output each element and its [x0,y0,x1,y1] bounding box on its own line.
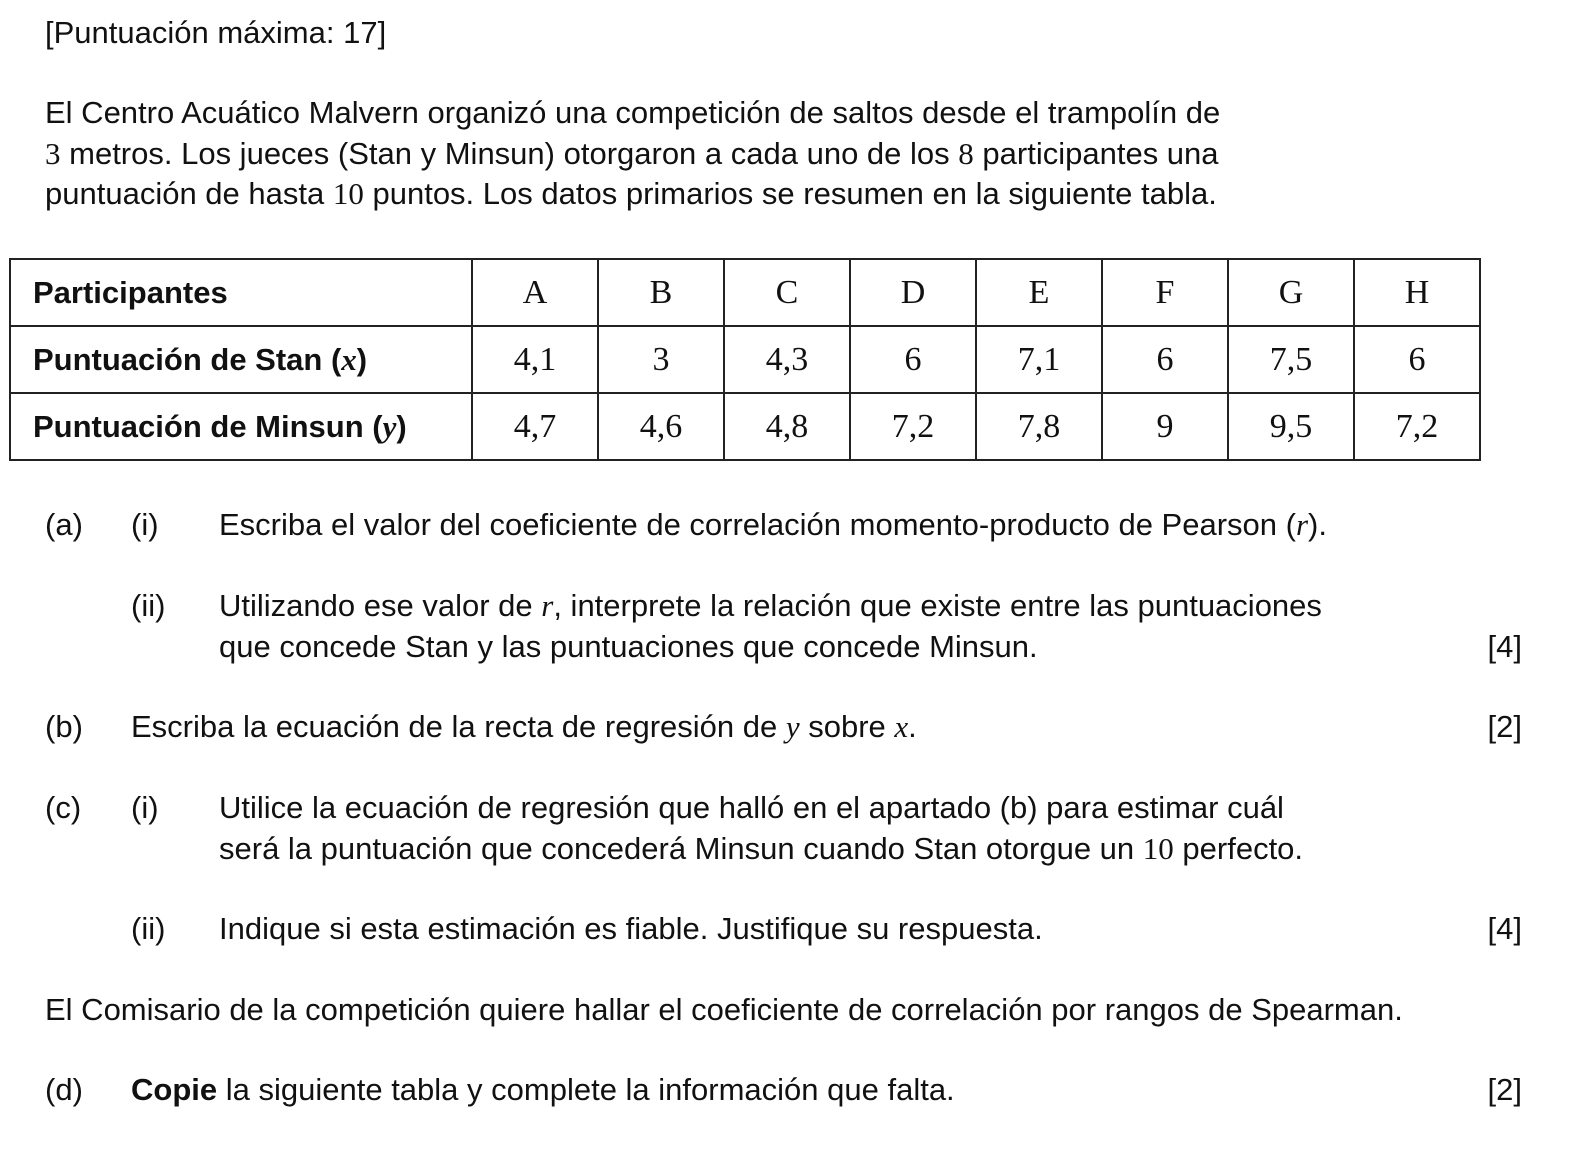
intro-line-3-end: puntos. Los datos primarios se resumen en la siguiente tabla. [372,176,1217,211]
question-a-ii-label: (ii) [131,588,166,623]
number-10: 10 [1142,831,1174,866]
stan-score-cell: 4,3 [724,326,850,393]
max-score-header: [Puntuación máxima: 17] [45,15,387,50]
question-a-i-label: (i) [131,507,159,542]
variable-x: x [894,709,909,744]
marks-d: [2] [1487,1072,1522,1107]
participant-cell: F [1102,259,1228,326]
stan-score-cell: 4,1 [472,326,598,393]
intro-number-3: 3 [45,136,61,171]
minsun-variable: y [382,408,397,444]
marks-c: [4] [1487,911,1522,946]
minsun-score-cell: 9 [1102,393,1228,460]
question-c-i-end: perfecto. [1182,831,1304,866]
intro-line-3-start: puntuación de hasta [45,176,325,211]
question-c-i-line-2 [219,829,1303,869]
minsun-score-cell: 9,5 [1228,393,1354,460]
row-header-stan [10,326,472,393]
stan-score-cell: 7,1 [976,326,1102,393]
table-row-stan [10,326,1480,393]
question-a-i-end: ). [1308,507,1327,542]
question-c-i-line-1: Utilice la ecuación de regresión que halló en el apartado (b) para estimar cuál [219,790,1284,825]
table-row-participants [10,259,1480,326]
question-d-text [131,1070,955,1110]
spearman-statement: El Comisario de la competición quiere hallar el coeficiente de correlación por rangos de Spearman. [45,992,1403,1027]
stan-close: ) [356,341,368,377]
question-c-i-body: será la puntuación que concederá Minsun cuando Stan otorgue un [219,831,1135,866]
minsun-score-cell: 4,6 [598,393,724,460]
question-a-ii-rest: , interprete la relación que existe entre las puntuaciones [553,588,1322,623]
question-a-i-text [219,505,1327,545]
minsun-score-cell: 4,8 [724,393,850,460]
intro-line-2 [45,134,1219,174]
table-row-minsun [10,393,1480,460]
scores-table [9,258,1481,461]
stan-score-cell: 6 [1102,326,1228,393]
question-a-ii-line-1 [219,586,1322,626]
stan-score-cell: 7,5 [1228,326,1354,393]
minsun-close: ) [396,408,407,444]
stan-score-cell: 6 [850,326,976,393]
participant-cell: D [850,259,976,326]
question-b-label: (b) [45,709,83,744]
marks-b: [2] [1487,709,1522,744]
row-header-participants: Participantes [10,259,472,326]
intro-line-2-text: metros. Los jueces (Stan y Minsun) otorgaron a cada uno de los [69,136,950,171]
question-c-label: (c) [45,790,82,825]
participant-cell: A [472,259,598,326]
intro-number-10: 10 [332,176,364,211]
intro-line-3 [45,174,1217,214]
intro-line-1: El Centro Acuático Malvern organizó una competición de saltos desde el trampolín de [45,95,1221,130]
participant-cell: E [976,259,1102,326]
row-header-minsun [10,393,472,460]
intro-number-8: 8 [958,136,974,171]
question-b-text [131,707,917,747]
stan-variable: x [341,341,357,377]
variable-r: r [541,588,554,623]
variable-r: r [1295,507,1309,542]
minsun-label: Puntuación de Minsun ( [33,408,383,444]
question-c-i-label: (i) [131,790,159,825]
question-d-body: la siguiente tabla y complete la información que falta. [225,1072,955,1107]
intro-line-2-end: participantes una [982,136,1219,171]
question-c-ii-label: (ii) [131,911,166,946]
question-b-mid: sobre [808,709,886,744]
question-a-label: (a) [45,507,83,542]
question-d-label: (d) [45,1072,83,1107]
question-c-ii-text: Indique si esta estimación es fiable. Justifique su respuesta. [219,911,1043,946]
minsun-score-cell: 4,7 [472,393,598,460]
participant-cell: C [724,259,850,326]
question-b-end: . [908,709,917,744]
minsun-score-cell: 7,8 [976,393,1102,460]
minsun-score-cell: 7,2 [850,393,976,460]
participant-cell: G [1228,259,1354,326]
question-a-ii-start: Utilizando ese valor de [219,588,533,623]
stan-score-cell: 3 [598,326,724,393]
marks-a: [4] [1487,629,1522,664]
question-a-i-body: Escriba el valor del coeficiente de correlación momento-producto de Pearson ( [219,507,1296,542]
minsun-score-cell: 7,2 [1354,393,1480,460]
participant-cell: B [598,259,724,326]
question-b-start: Escriba la ecuación de la recta de regresión de [131,709,778,744]
question-a-ii-line-2: que concede Stan y las puntuaciones que concede Minsun. [219,629,1038,664]
stan-score-cell: 6 [1354,326,1480,393]
participant-cell: H [1354,259,1480,326]
variable-y: y [785,709,800,744]
stan-label: Puntuación de Stan ( [33,341,342,377]
question-d-bold: Copie [131,1072,218,1107]
